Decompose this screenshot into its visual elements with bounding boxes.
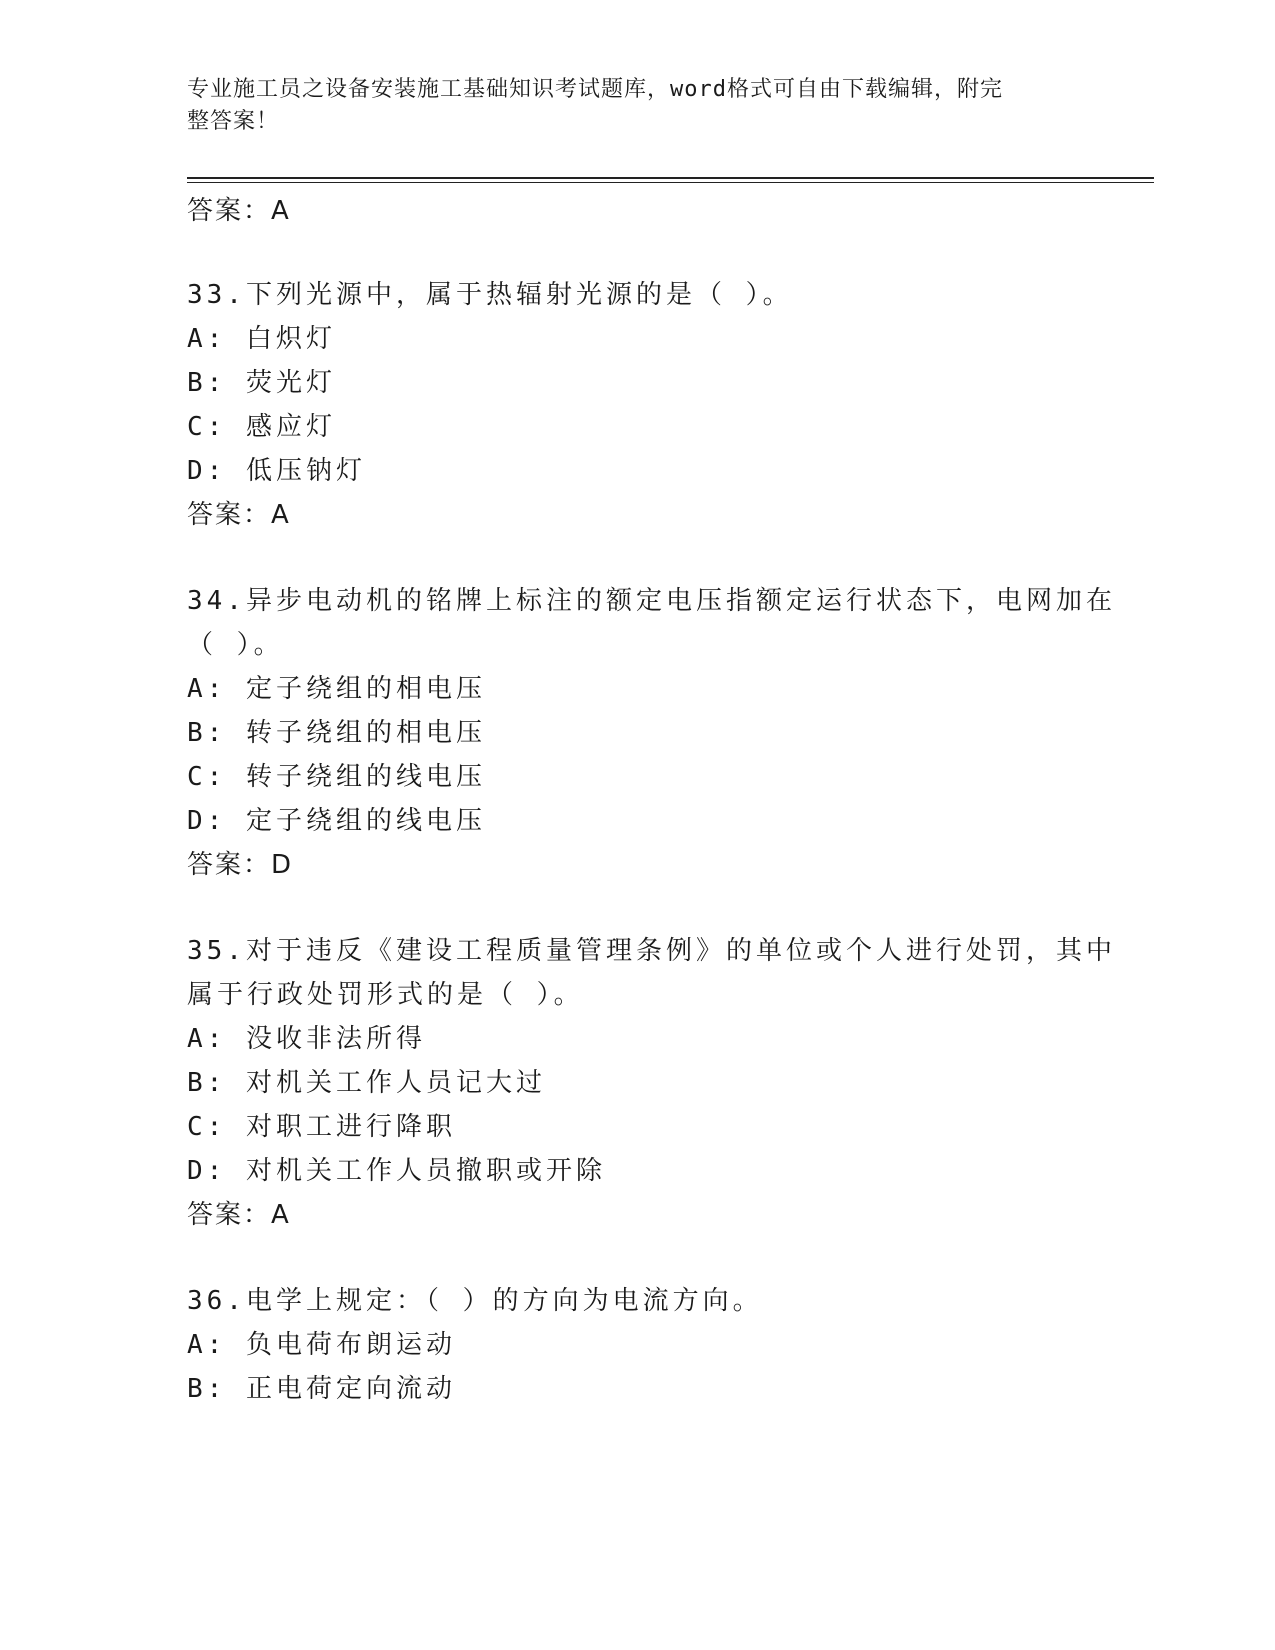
answer: 答案：A <box>187 1200 291 1230</box>
option-d: D: 低压钠灯 <box>187 456 366 486</box>
question-stem: 33.下列光源中，属于热辐射光源的是（ ）。 <box>187 280 793 310</box>
option-b: B: 正电荷定向流动 <box>187 1374 456 1404</box>
answer: 答案：A <box>187 500 291 530</box>
header-rule-thin <box>187 182 1154 183</box>
header-rule-thick <box>187 177 1154 179</box>
option-c: C: 感应灯 <box>187 412 336 442</box>
option-b: B: 对机关工作人员记大过 <box>187 1068 546 1098</box>
question-stem: 34.异步电动机的铭牌上标注的额定电压指额定运行状态下，电网加在 <box>187 586 1116 616</box>
question-stem: 35.对于违反《建设工程质量管理条例》的单位或个人进行处罚，其中 <box>187 936 1116 966</box>
option-a: A: 白炽灯 <box>187 324 336 354</box>
header-line-2: 整答案！ <box>187 109 280 134</box>
option-c: C: 对职工进行降职 <box>187 1112 456 1142</box>
option-a: A: 没收非法所得 <box>187 1024 426 1054</box>
question-stem: 36.电学上规定：（ ）的方向为电流方向。 <box>187 1286 763 1316</box>
option-d: D: 定子绕组的线电压 <box>187 806 486 836</box>
header-text <box>187 74 1067 138</box>
header-line-1: 专业施工员之设备安装施工基础知识考试题库，word格式可自由下载编辑，附完 <box>187 77 1003 102</box>
answer: 答案：D <box>187 850 294 880</box>
option-b: B: 荧光灯 <box>187 368 336 398</box>
option-d: D: 对机关工作人员撤职或开除 <box>187 1156 606 1186</box>
question-stem-cont: （ ）。 <box>187 630 284 660</box>
option-a: A: 定子绕组的相电压 <box>187 674 486 704</box>
option-c: C: 转子绕组的线电压 <box>187 762 486 792</box>
option-b: B: 转子绕组的相电压 <box>187 718 486 748</box>
answer-prev: 答案：A <box>187 196 291 226</box>
option-a: A: 负电荷布朗运动 <box>187 1330 456 1360</box>
question-stem-cont: 属于行政处罚形式的是（ ）。 <box>187 980 584 1010</box>
